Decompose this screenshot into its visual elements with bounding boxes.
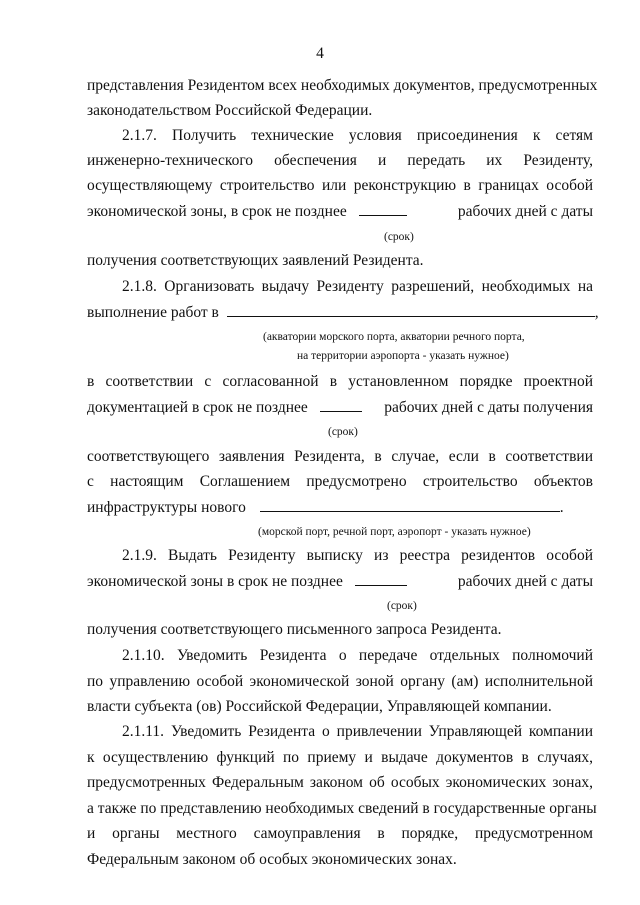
text-fragment: выполнение работ в bbox=[87, 304, 219, 321]
clause-2-1-10-heading: 2.1.10. Уведомить Резидента о передаче отдельных полномочий bbox=[122, 647, 593, 664]
blank-caption: (срок) bbox=[384, 231, 414, 243]
page-number: 4 bbox=[316, 45, 324, 62]
clause-2-1-11-heading: 2.1.11. Уведомить Резидента о привлечении Управляющей компании bbox=[122, 723, 593, 740]
text-line-with-blank bbox=[87, 202, 593, 222]
text-line: и органы местного самоуправления в порядке, предусмотренном bbox=[87, 825, 593, 842]
text-line: получения соответствующего письменного запроса Резидента. bbox=[87, 621, 502, 638]
text-fragment: рабочих дней с даты bbox=[457, 573, 593, 590]
clause-2-1-7-heading: 2.1.7. Получить технические условия присоединения к сетям bbox=[122, 127, 593, 144]
text-line: а также по представлению необходимых сведений в государственные органы bbox=[87, 800, 597, 817]
text-line: получения соответствующих заявлений Резидента. bbox=[87, 252, 424, 269]
text-fragment: рабочих дней с даты получения bbox=[384, 399, 593, 416]
text-line: к осуществлению функций по приему и выдаче документов в случаях, bbox=[87, 749, 593, 766]
fill-in-blank bbox=[227, 303, 595, 317]
text-line-with-blank bbox=[87, 303, 599, 323]
text-line: с настоящим Соглашением предусмотрено строительство объектов bbox=[87, 473, 593, 490]
text-line: законодательством Российской Федерации. bbox=[87, 102, 373, 119]
text-fragment: , bbox=[594, 304, 599, 321]
text-line: инженерно-технического обеспечения и передать их Резиденту, bbox=[87, 152, 593, 169]
text-line-with-blank bbox=[87, 572, 593, 592]
blank-caption: (срок) bbox=[328, 426, 358, 438]
text-line: предусмотренных Федеральным законом об особых экономических зонах, bbox=[87, 774, 593, 791]
fill-in-blank bbox=[359, 202, 407, 216]
text-fragment: документацией в срок не позднее bbox=[87, 399, 308, 416]
fill-in-blank bbox=[260, 498, 560, 512]
text-line: представления Резидентом всех необходимых документов, предусмотренных bbox=[87, 77, 598, 94]
text-fragment: экономической зоны в срок не позднее bbox=[87, 573, 343, 590]
text-line: власти субъекта (ов) Российской Федерации, Управляющей компании. bbox=[87, 698, 552, 715]
text-line: Федеральным законом об особых экономических зонах. bbox=[87, 851, 457, 868]
clause-2-1-8-heading: 2.1.8. Организовать выдачу Резиденту разрешений, необходимых на bbox=[122, 278, 593, 295]
text-fragment: рабочих дней с даты bbox=[457, 203, 593, 220]
text-line: в соответствии с согласованной в установленном порядке проектной bbox=[87, 373, 593, 390]
text-fragment: экономической зоны, в срок не позднее bbox=[87, 203, 347, 220]
text-line: осуществляющему строительство или реконструкцию в границах особой bbox=[87, 177, 593, 194]
text-fragment: . bbox=[559, 499, 564, 516]
clause-2-1-9-heading: 2.1.9. Выдать Резиденту выписку из реестра резидентов особой bbox=[122, 547, 593, 564]
blank-caption: (морской порт, речной порт, аэропорт - указать нужное) bbox=[258, 526, 531, 538]
blank-caption: на территории аэропорта - указать нужное) bbox=[297, 350, 509, 362]
text-line: по управлению особой экономической зоной органу (ам) исполнительной bbox=[87, 673, 593, 690]
text-line-with-blank bbox=[87, 498, 593, 518]
blank-caption: (акватории морского порта, акватории речного порта, bbox=[263, 331, 525, 343]
blank-caption: (срок) bbox=[387, 600, 417, 612]
text-line-with-blank bbox=[87, 398, 593, 418]
fill-in-blank bbox=[355, 572, 407, 586]
text-line: соответствующего заявления Резидента, в случае, если в соответствии bbox=[87, 448, 593, 465]
text-fragment: инфраструктуры нового bbox=[87, 499, 246, 516]
fill-in-blank bbox=[320, 398, 362, 412]
